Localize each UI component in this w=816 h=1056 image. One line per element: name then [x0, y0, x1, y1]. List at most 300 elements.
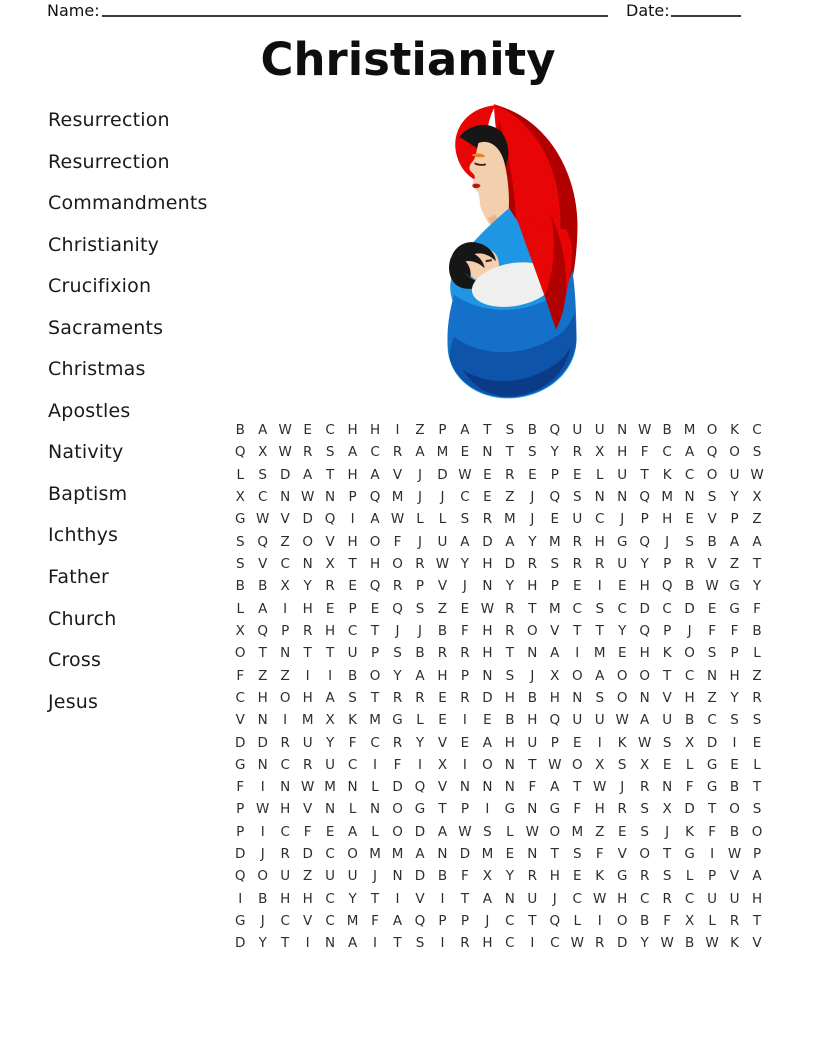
grid-letter: N — [662, 779, 673, 796]
grid-letter: A — [415, 444, 425, 461]
grid-letter: O — [482, 756, 493, 773]
grid-letter: I — [710, 846, 715, 863]
grid-letter: O — [234, 645, 246, 662]
grid-letter: F — [663, 913, 672, 930]
grid-letter: C — [460, 489, 470, 506]
grid-letter: E — [370, 600, 380, 617]
grid-letter: Q — [661, 578, 673, 595]
grid-letter: J — [417, 466, 422, 483]
grid-letter: R — [460, 935, 470, 952]
grid-letter: C — [684, 667, 695, 684]
grid-letter: C — [662, 444, 672, 461]
grid-letter: C — [370, 444, 380, 461]
grid-letter: H — [369, 556, 381, 573]
grid-letter: H — [482, 556, 493, 573]
grid-letter: A — [550, 645, 560, 662]
grid-letter: O — [706, 466, 718, 483]
grid-letter: P — [236, 823, 245, 840]
grid-letter: X — [482, 868, 493, 885]
grid-letter: G — [235, 511, 246, 528]
grid-letter: I — [305, 667, 310, 684]
grid-letter: E — [573, 466, 582, 483]
grid-letter: M — [391, 489, 404, 506]
word-list-item: Baptism — [48, 482, 128, 505]
grid-letter: I — [373, 935, 378, 952]
grid-letter: V — [752, 935, 762, 952]
grid-letter: H — [639, 578, 650, 595]
grid-letter: N — [707, 667, 718, 684]
grid-letter: S — [707, 489, 717, 506]
grid-letter: Q — [257, 622, 269, 639]
grid-letter: W — [458, 823, 472, 840]
grid-letter: W — [593, 779, 607, 796]
grid-letter: Y — [618, 622, 627, 639]
grid-letter: J — [417, 533, 422, 550]
grid-letter: J — [462, 578, 467, 595]
grid-letter: R — [392, 444, 403, 461]
grid-letter: E — [325, 600, 335, 617]
grid-letter: S — [662, 734, 672, 751]
grid-letter: X — [550, 667, 560, 684]
grid-letter: N — [280, 645, 291, 662]
word-list-item: Father — [48, 566, 110, 589]
grid-letter: I — [440, 935, 445, 952]
grid-letter: F — [393, 533, 402, 550]
grid-letter: O — [729, 801, 740, 818]
grid-letter: U — [707, 890, 718, 907]
grid-letter: O — [302, 533, 313, 550]
grid-letter: C — [572, 600, 582, 617]
grid-letter: I — [238, 890, 243, 907]
grid-letter: Y — [752, 578, 762, 595]
grid-letter: T — [325, 645, 335, 662]
grid-letter: I — [485, 801, 490, 818]
grid-letter: H — [729, 667, 740, 684]
grid-letter: A — [482, 734, 493, 751]
grid-letter: F — [236, 667, 245, 684]
grid-letter: N — [302, 556, 313, 573]
grid-letter: A — [460, 533, 470, 550]
grid-letter: R — [729, 913, 740, 930]
madonna-and-child-illustration — [398, 94, 602, 410]
word-list-item: Ichthys — [48, 524, 119, 547]
grid-letter: I — [328, 667, 333, 684]
grid-letter: F — [708, 823, 716, 840]
grid-letter: W — [548, 756, 562, 773]
grid-letter: P — [708, 868, 717, 885]
word-list-item: Christmas — [48, 358, 146, 381]
grid-letter: B — [752, 622, 762, 639]
grid-letter: J — [552, 890, 557, 907]
grid-letter: F — [595, 846, 604, 863]
grid-letter: I — [462, 712, 467, 729]
grid-letter: W — [727, 846, 742, 863]
grid-letter: O — [616, 689, 628, 706]
grid-letter: R — [505, 600, 515, 617]
grid-letter: B — [729, 779, 740, 796]
grid-letter: Z — [280, 533, 290, 550]
grid-letter: H — [751, 890, 763, 907]
grid-letter: P — [663, 556, 672, 573]
grid-letter: V — [617, 846, 627, 863]
grid-letter: S — [685, 533, 694, 550]
grid-letter: O — [392, 823, 403, 840]
grid-letter: Q — [234, 444, 246, 461]
name-blank-line — [102, 2, 608, 17]
grid-letter: Y — [730, 489, 739, 506]
grid-letter: C — [707, 712, 717, 729]
grid-letter: U — [302, 734, 313, 751]
grid-letter: P — [640, 511, 649, 528]
word-list-item: Church — [48, 607, 117, 630]
grid-letter: R — [460, 645, 470, 662]
grid-letter: A — [415, 667, 425, 684]
grid-letter: S — [325, 444, 335, 461]
grid-letter: E — [550, 511, 560, 528]
grid-letter: N — [257, 756, 268, 773]
grid-letter: O — [751, 823, 763, 840]
grid-letter: Z — [258, 667, 268, 684]
grid-letter: N — [504, 756, 515, 773]
grid-letter: O — [616, 667, 628, 684]
grid-letter: I — [395, 890, 400, 907]
grid-letter: X — [595, 444, 605, 461]
grid-letter: H — [437, 667, 448, 684]
grid-letter: H — [482, 622, 493, 639]
grid-letter: X — [684, 734, 695, 751]
grid-letter: G — [616, 868, 628, 885]
grid-letter: S — [572, 846, 582, 863]
grid-letter: C — [617, 600, 627, 617]
word-list-item: Cross — [48, 649, 102, 672]
grid-letter: B — [235, 422, 245, 439]
grid-letter: W — [705, 935, 719, 952]
grid-letter: V — [437, 578, 448, 595]
grid-letter: B — [415, 645, 425, 662]
grid-letter: I — [575, 645, 580, 662]
grid-letter: I — [530, 935, 535, 952]
grid-letter: X — [325, 556, 335, 573]
grid-letter: N — [504, 779, 515, 796]
grid-letter: K — [662, 645, 672, 662]
grid-letter: R — [392, 689, 403, 706]
word-list-item: Nativity — [48, 441, 124, 464]
grid-letter: F — [528, 779, 537, 796]
grid-letter: H — [594, 801, 605, 818]
grid-letter: A — [325, 689, 335, 706]
grid-letter: I — [597, 578, 602, 595]
grid-letter: S — [348, 689, 357, 706]
grid-letter: E — [348, 578, 357, 595]
grid-letter: A — [258, 600, 268, 617]
grid-letter: Q — [257, 533, 269, 550]
grid-letter: C — [257, 489, 268, 506]
grid-letter: U — [437, 533, 448, 550]
grid-letter: L — [416, 511, 424, 528]
grid-letter: S — [483, 823, 492, 840]
word-list-item: Commandments — [48, 192, 208, 215]
grid-letter: S — [595, 600, 605, 617]
grid-letter: X — [437, 756, 448, 773]
grid-letter: E — [483, 466, 492, 483]
grid-letter: R — [302, 444, 313, 461]
grid-letter: X — [640, 756, 650, 773]
grid-letter: A — [370, 511, 380, 528]
grid-letter: K — [730, 935, 739, 952]
grid-letter: S — [617, 756, 627, 773]
grid-letter: A — [729, 533, 740, 550]
grid-letter: M — [391, 846, 404, 863]
grid-letter: U — [347, 868, 358, 885]
grid-letter: R — [572, 533, 582, 550]
grid-letter: L — [371, 823, 379, 840]
grid-letter: A — [437, 823, 448, 840]
grid-letter: U — [729, 890, 740, 907]
grid-letter: D — [706, 734, 718, 751]
grid-letter: D — [437, 466, 448, 483]
grid-letter: N — [392, 868, 403, 885]
grid-letter: V — [415, 890, 425, 907]
grid-letter: D — [504, 556, 516, 573]
grid-letter: V — [235, 712, 245, 729]
grid-letter: T — [752, 779, 762, 796]
grid-letter: N — [482, 667, 493, 684]
grid-letter: Z — [595, 823, 605, 840]
grid-letter: H — [639, 645, 650, 662]
grid-letter: N — [280, 779, 291, 796]
grid-letter: S — [640, 823, 649, 840]
grid-letter: N — [617, 489, 628, 506]
grid-letter: G — [235, 756, 246, 773]
grid-letter: N — [482, 444, 493, 461]
grid-letter: I — [260, 823, 265, 840]
grid-letter: Y — [640, 556, 649, 573]
grid-letter: C — [684, 466, 695, 483]
grid-letter: C — [684, 890, 695, 907]
grid-letter: H — [549, 689, 560, 706]
grid-letter: V — [280, 511, 290, 528]
grid-letter: A — [505, 533, 515, 550]
grid-letter: Q — [639, 533, 650, 550]
grid-letter: H — [594, 533, 605, 550]
grid-letter: L — [685, 868, 694, 885]
grid-letter: K — [595, 868, 605, 885]
grid-letter: E — [573, 868, 582, 885]
grid-letter: X — [235, 622, 245, 639]
grid-letter: W — [705, 578, 719, 595]
grid-letter: T — [370, 890, 380, 907]
grid-letter: F — [753, 600, 761, 617]
grid-letter: P — [752, 846, 762, 863]
grid-letter: U — [594, 422, 605, 439]
grid-letter: D — [684, 600, 695, 617]
grid-letter: H — [527, 578, 538, 595]
grid-letter: Y — [325, 734, 335, 751]
grid-letter: S — [707, 645, 717, 662]
grid-letter: R — [392, 734, 403, 751]
grid-letter: F — [348, 734, 357, 751]
grid-letter: S — [752, 444, 762, 461]
grid-letter: E — [483, 712, 492, 729]
grid-letter: P — [370, 645, 380, 662]
grid-letter: N — [459, 779, 470, 796]
grid-letter: H — [347, 422, 358, 439]
grid-letter: T — [370, 622, 380, 639]
grid-letter: P — [730, 645, 739, 662]
grid-letter: U — [347, 645, 358, 662]
grid-letter: I — [260, 779, 265, 796]
grid-letter: T — [595, 622, 604, 639]
word-list-item: Christianity — [48, 233, 160, 256]
grid-letter: H — [302, 600, 313, 617]
grid-letter: N — [437, 846, 448, 863]
grid-letter: D — [617, 935, 628, 952]
grid-letter: O — [549, 823, 561, 840]
grid-letter: X — [752, 489, 762, 506]
grid-letter: I — [440, 890, 445, 907]
grid-letter: V — [550, 622, 560, 639]
grid-letter: P — [460, 913, 469, 930]
grid-letter: U — [527, 734, 538, 751]
grid-letter: T — [640, 466, 649, 483]
grid-letter: W — [300, 489, 315, 506]
grid-letter: F — [730, 622, 739, 639]
grid-letter: B — [707, 533, 717, 550]
grid-letter: R — [595, 935, 605, 952]
grid-letter: H — [504, 689, 515, 706]
grid-letter: H — [482, 935, 493, 952]
grid-letter: O — [257, 868, 269, 885]
grid-letter: H — [347, 466, 358, 483]
grid-letter: A — [392, 913, 403, 930]
grid-letter: E — [617, 823, 627, 840]
grid-letter: A — [370, 466, 380, 483]
grid-letter: F — [708, 622, 716, 639]
grid-letter: Z — [729, 556, 740, 573]
grid-letter: F — [393, 756, 402, 773]
grid-letter: D — [302, 511, 313, 528]
grid-letter: N — [325, 801, 336, 818]
grid-letter: T — [303, 645, 312, 662]
grid-letter: G — [392, 712, 403, 729]
date-blank-line — [671, 2, 741, 17]
grid-letter: H — [325, 622, 336, 639]
grid-letter: D — [482, 689, 493, 706]
grid-letter: K — [617, 734, 627, 751]
grid-letter: E — [303, 422, 312, 439]
grid-letter: M — [571, 823, 584, 840]
grid-letter: T — [281, 935, 290, 952]
grid-letter: E — [528, 466, 537, 483]
grid-letter: G — [235, 913, 246, 930]
grid-letter: R — [617, 801, 627, 818]
grid-letter: N — [639, 689, 650, 706]
name-label: Name: — [47, 1, 100, 20]
grid-letter: Y — [505, 578, 514, 595]
grid-letter: M — [481, 846, 494, 863]
grid-letter: G — [729, 600, 740, 617]
grid-letter: D — [235, 734, 246, 751]
grid-letter: Y — [348, 890, 357, 907]
grid-letter: C — [280, 556, 290, 573]
grid-letter: W — [300, 779, 315, 796]
grid-letter: X — [325, 712, 335, 729]
grid-letter: B — [527, 689, 537, 706]
grid-letter: T — [348, 556, 357, 573]
grid-letter: J — [485, 913, 490, 930]
grid-letter: R — [752, 689, 762, 706]
grid-letter: H — [280, 801, 291, 818]
grid-letter: B — [729, 823, 740, 840]
grid-letter: O — [639, 846, 650, 863]
grid-letter: X — [280, 578, 290, 595]
grid-letter: Y — [640, 935, 649, 952]
grid-letter: C — [325, 913, 335, 930]
grid-letter: D — [482, 533, 493, 550]
grid-letter: R — [639, 779, 650, 796]
grid-letter: F — [685, 779, 694, 796]
grid-letter: T — [707, 801, 717, 818]
grid-letter: N — [527, 846, 538, 863]
grid-letter: F — [236, 779, 245, 796]
grid-letter: C — [235, 689, 245, 706]
grid-letter: T — [752, 556, 762, 573]
grid-letter: E — [617, 645, 627, 662]
grid-letter: W — [278, 444, 292, 461]
grid-letter: O — [616, 913, 628, 930]
grid-letter: L — [438, 511, 447, 528]
grid-letter: E — [483, 489, 492, 506]
grid-letter: T — [573, 779, 582, 796]
grid-letter: T — [505, 444, 514, 461]
grid-letter: B — [258, 578, 268, 595]
grid-letter: N — [527, 801, 538, 818]
grid-letter: A — [415, 846, 425, 863]
grid-letter: K — [348, 712, 357, 729]
grid-letter: Z — [303, 868, 313, 885]
grid-letter: W — [660, 935, 674, 952]
grid-letter: N — [617, 422, 628, 439]
grid-letter: T — [573, 622, 582, 639]
grid-letter: R — [572, 556, 582, 573]
grid-letter: K — [685, 823, 695, 840]
grid-letter: V — [325, 533, 335, 550]
grid-letter: W — [390, 511, 405, 528]
grid-letter: D — [639, 600, 650, 617]
grid-letter: R — [527, 556, 538, 573]
grid-letter: K — [730, 422, 739, 439]
grid-letter: J — [530, 667, 535, 684]
grid-letter: H — [302, 689, 313, 706]
grid-letter: A — [347, 935, 358, 952]
grid-letter: A — [595, 667, 605, 684]
grid-letter: N — [684, 489, 695, 506]
grid-letter: Q — [369, 578, 381, 595]
grid-letter: X — [235, 489, 245, 506]
grid-letter: M — [593, 645, 606, 662]
grid-letter: I — [350, 511, 355, 528]
grid-letter: E — [325, 823, 335, 840]
word-list-item: Crucifixion — [48, 275, 152, 298]
grid-letter: J — [260, 913, 265, 930]
grid-letter: F — [640, 444, 649, 461]
grid-letter: G — [549, 801, 561, 818]
grid-letter: A — [684, 444, 695, 461]
grid-letter: R — [662, 890, 672, 907]
grid-letter: W — [256, 801, 270, 818]
grid-letter: D — [235, 935, 246, 952]
grid-letter: I — [283, 712, 288, 729]
